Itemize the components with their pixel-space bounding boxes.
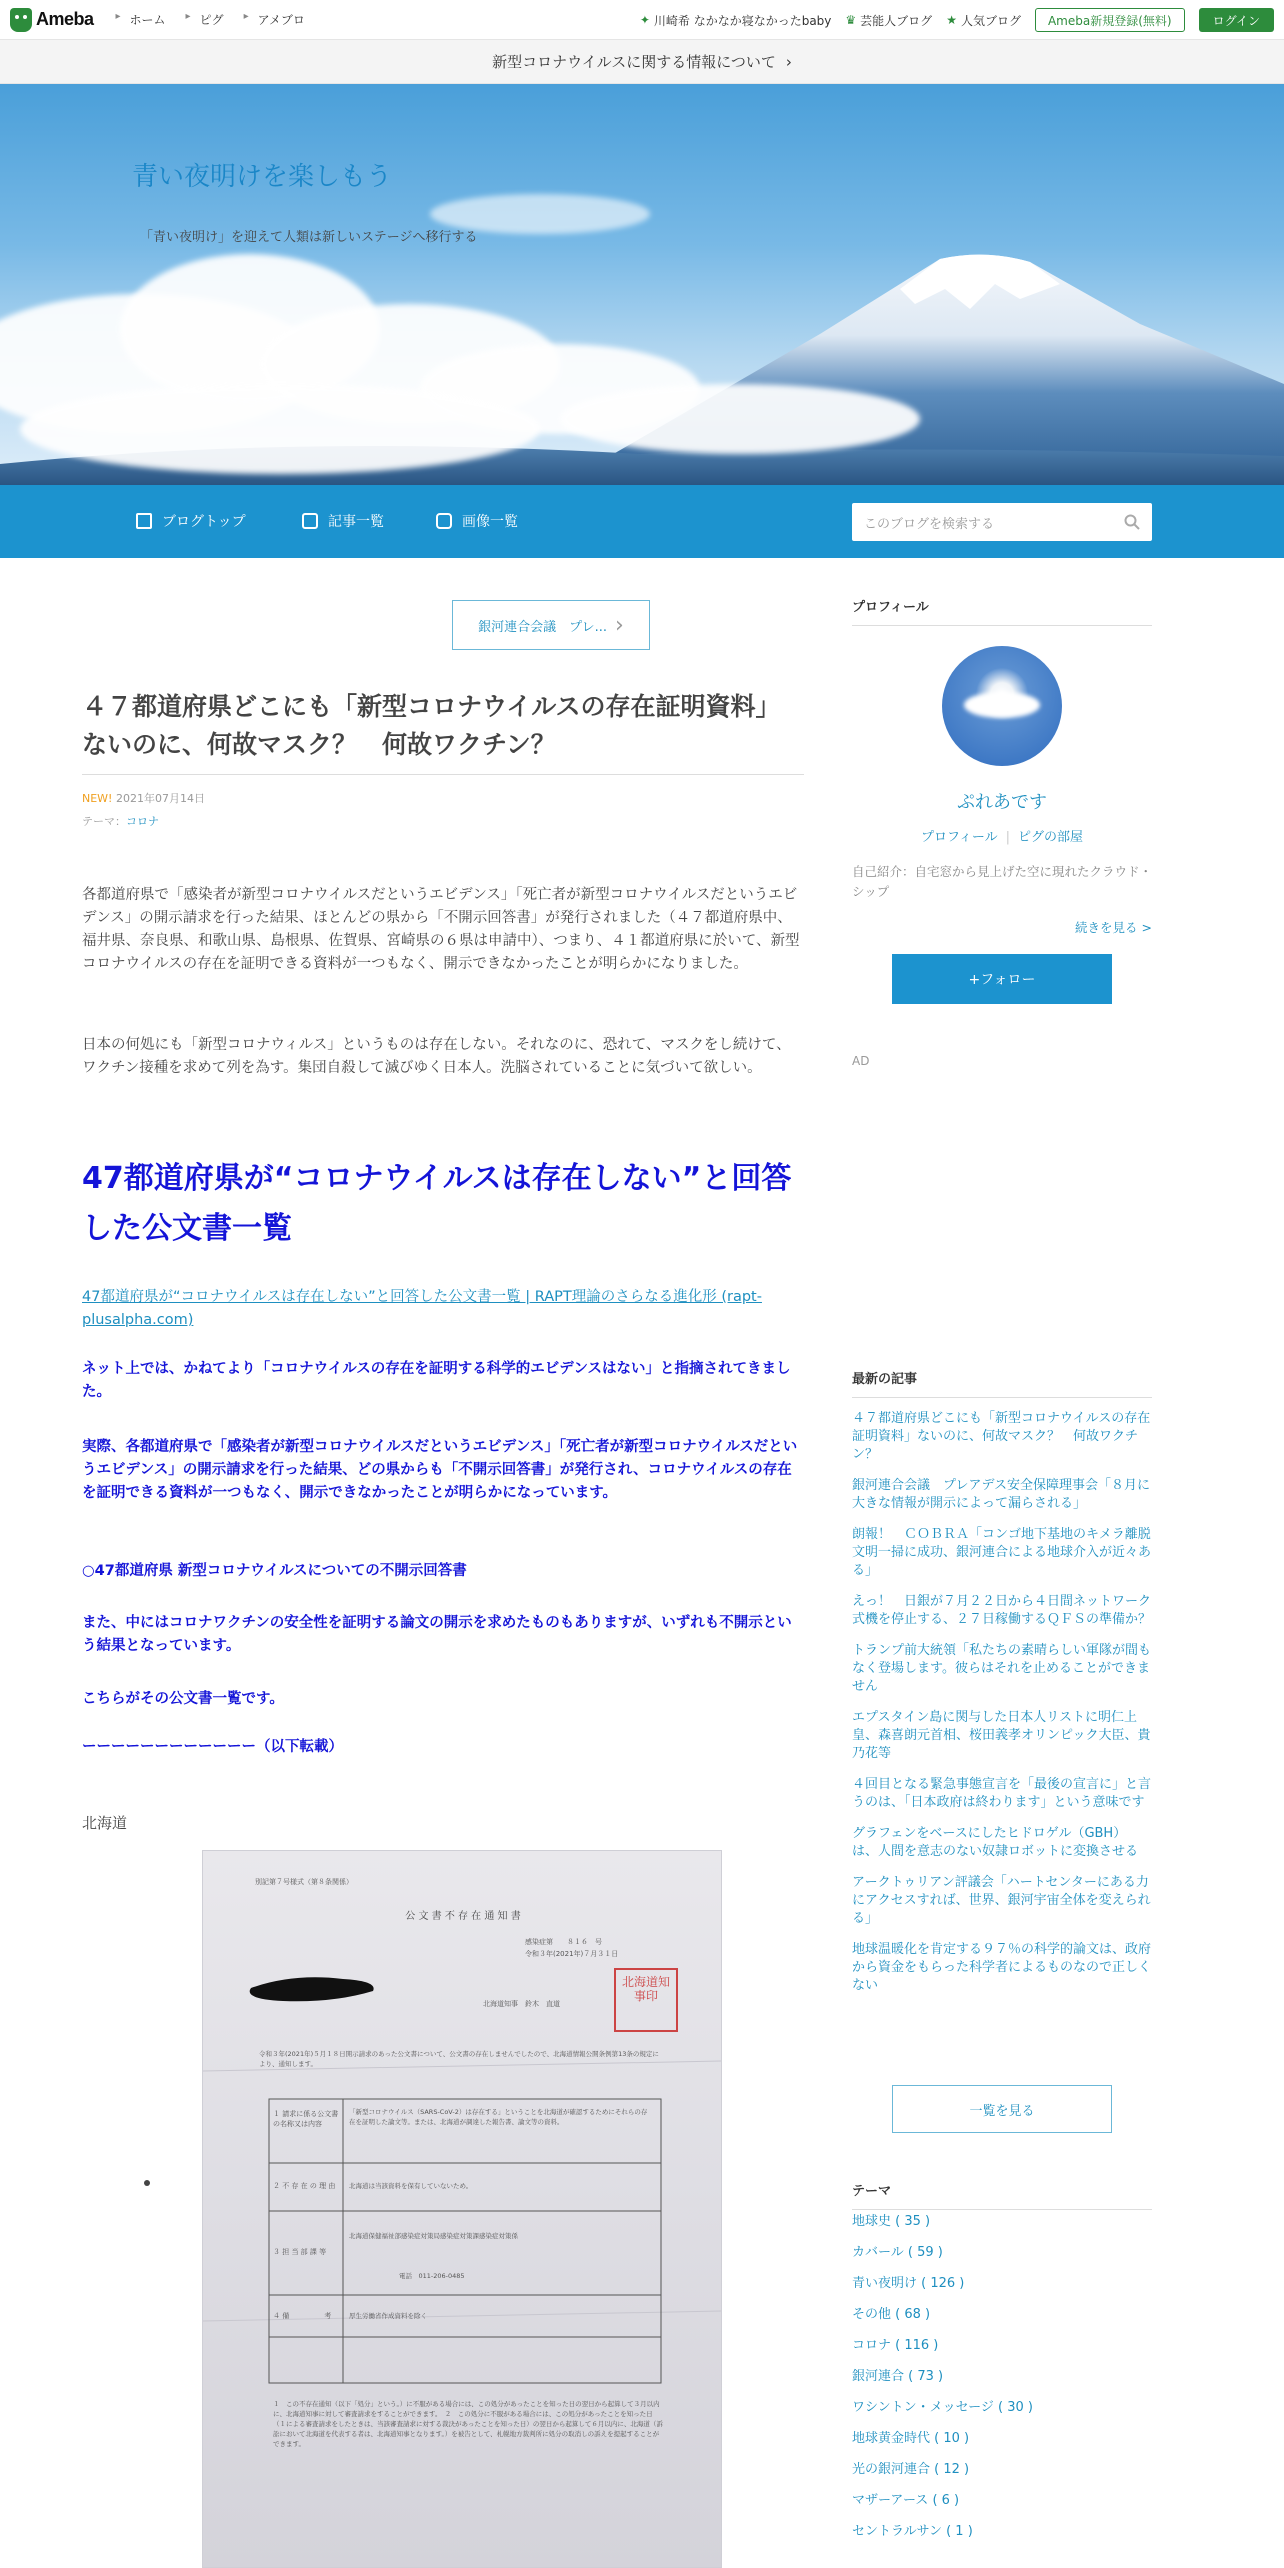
- copy-icon: [302, 513, 318, 529]
- nav-blog-top[interactable]: [136, 511, 246, 531]
- chevron-right-icon: ›: [615, 612, 624, 638]
- section-heading: 47都道府県が“コロナウイルスは存在しない”と回答した公文書一覧: [82, 1161, 792, 1246]
- celebrity-blog-label: 芸能人ブログ: [860, 13, 933, 28]
- document-icon: [136, 513, 152, 529]
- nav-image-list[interactable]: [436, 511, 518, 531]
- recent-entry[interactable]: 地球温暖化を肯定する９７％の科学的論文は、政府から資金をもらった科学者によるものなので正しくない: [852, 1942, 1152, 1993]
- blog-header-image: [0, 84, 1284, 485]
- list-bullet: [144, 2180, 150, 2186]
- previous-entry-label: 銀河連合会議 プレ...: [478, 619, 608, 635]
- trending-link-label: 川崎希 なかなか寝なかったbaby: [653, 13, 832, 28]
- bold-paragraph-6: ーーーーーーーーーーーー（以下転載）: [82, 1739, 343, 1755]
- theme-item[interactable]: 地球史 ( 35 ): [852, 2214, 931, 2229]
- notice-text: 新型コロナウイルスに関する情報について: [492, 53, 776, 71]
- recent-entry[interactable]: エプスタイン島に関与した日本人リストに明仁上皇、森喜朗元首相、桜田義孝オリンピック大臣、貴乃花等: [852, 1710, 1151, 1761]
- theme-item[interactable]: 光の銀河連合 ( 12 ): [852, 2462, 970, 2477]
- article-date: [82, 790, 205, 806]
- recent-entry[interactable]: 銀河連合会議 プレアデス安全保障理事会「８月に大きな情報が開示によって漏らされる」: [852, 1478, 1150, 1511]
- link-separator: |: [1005, 830, 1011, 845]
- article-theme: [82, 813, 159, 829]
- popular-blog-link[interactable]: [946, 12, 1021, 29]
- doc-intro: 令和３年(2021年)５月１８日開示請求のあった公文書について、公文書の存在しませんでしたので、北海道情報公開条例第13条の規定により、通知します。: [259, 2050, 659, 2068]
- article-paragraph-2: 日本の何処にも「新型コロナウィルス」というものは存在しない。それなのに、恐れて、マスクをし続けて、ワクチン接種を求めて列を為す。集団自殺して滅びゆく日本人。洗脳されていることに気づいて欲しい。: [82, 1037, 791, 1076]
- article-paragraph-1: 各都道府県で「感染者が新型コロナウイルスだというエビデンス」「死亡者が新型コロナウイルスだというエビデンス」の開示請求を行った結果、ほとんどの県から「不開示回答書」が発行されました（４７都道府県中、福井県、奈良県、和歌山県、島根県、佐賀県、宮崎県の６県は申請中）、つまり、４１都道府県に於いて、新型コロナウイルスの存在を証明できる資料が一つもなく、開示できなかったことが明らかになりました。: [82, 887, 800, 972]
- theme-item[interactable]: 青い夜明け ( 126 ): [852, 2276, 965, 2291]
- new-badge: NEW!: [82, 792, 113, 805]
- bold-paragraph-1: ネット上では、かねてより「コロナウイルスの存在を証明する科学的エビデンスはない」と指摘されてきました。: [82, 1361, 791, 1400]
- doc-form-label: 別記第７号様式（第８条関係）: [255, 1878, 353, 1886]
- follow-button[interactable]: +フォロー: [892, 954, 1112, 1004]
- recent-entries: [852, 1410, 1152, 2008]
- pigg-room-link[interactable]: ピグの部屋: [1018, 830, 1084, 845]
- profile-intro: 自己紹介：自宅窓から見上げた空に現れたクラウド・シップ: [852, 864, 1153, 899]
- global-nav: [112, 11, 321, 28]
- profile-heading: プロフィール: [852, 596, 1152, 626]
- article-title[interactable]: ４７都道府県どこにも「新型コロナウイルスの存在証明資料」ないのに、何故マスク？ 何故ワクチン？: [82, 688, 804, 775]
- recent-entry[interactable]: ４７都道府県どこにも「新型コロナウイルスの存在証明資料」ないのに、何故マスク？ 何故ワクチン？: [852, 1411, 1151, 1462]
- document-photo-drawing: [203, 1851, 722, 2568]
- blog-description: 「青い夜明け」を迎えて人類は新しいステージへ移行する: [140, 230, 478, 245]
- doc-issuer: 北海道知事 鈴木 直道: [483, 2000, 560, 2008]
- doc-row-1-value: 「新型コロナウイルス（SARS-CoV-2）は存在する」ということを北海道が確認するためにそれらの存在を証明した論文等。または、北海道が調達した報告書、論文等の資料。: [349, 2108, 648, 2126]
- search-placeholder: このブログを検索する: [864, 516, 995, 532]
- doc-notes: １ この不存在通知（以下「処分」という。）に不服がある場合には、この処分があったことを知った日の翌日から起算して３月以内に、北海道知事に対して審査請求をすることができます。 ２ この処分に不服がある場合には、この処分があったことを知った日（１による審査請求をしたときは、当該審査請求に対する裁決があったことを知った日）の翌日から起算して６月以内に、北海道（訴訟において北海道を代表する者は、北海道知事となります。）を被告として、札幌地方裁判所に処分の取消しの訴えを提起することができます。: [273, 2400, 663, 2448]
- recent-entry[interactable]: ４回目となる緊急事態宣言を「最後の宣言に」と言うのは、「日本政府は終わります」という意味です: [852, 1777, 1152, 1810]
- trending-link[interactable]: [640, 12, 832, 29]
- ameba-logo-text: Ameba: [36, 9, 94, 29]
- search-icon[interactable]: [1124, 514, 1140, 530]
- nav-entry-list[interactable]: [302, 511, 384, 531]
- doc-row-1-label: １ 請求に係る公文書の名称又は内容: [273, 2110, 339, 2128]
- crown-icon: ♛: [845, 13, 857, 27]
- bold-paragraph-5: こちらがその公文書一覧です。: [82, 1691, 284, 1707]
- doc-row-3-value: 北海道保健福祉部感染症対策局感染症対策課感染症対策係: [349, 2232, 518, 2240]
- theme-item[interactable]: マザーアース ( 6 ): [852, 2493, 960, 2508]
- doc-row-2-value: 北海道は当該資料を保有していないため。: [349, 2182, 473, 2190]
- theme-link[interactable]: コロナ: [126, 815, 159, 828]
- star-icon: ★: [946, 13, 957, 27]
- bold-paragraph-4: また、中にはコロナワクチンの安全性を証明する論文の開示を求めたものもありますが、いずれも不開示という結果となっています。: [82, 1615, 792, 1654]
- doc-date: 令和３年(2021年)７月３１日: [525, 1950, 619, 1958]
- nav-entry-list-label: 記事一覧: [328, 514, 384, 530]
- nav-image-list-label: 画像一覧: [462, 514, 518, 530]
- recent-entry[interactable]: 朗報！ ＣＯＢＲＡ「コンゴ地下基地のキメラ離脱文明一掃に成功、銀河連合による地球介入が近々ある」: [852, 1527, 1152, 1578]
- prefecture-label: 北海道: [82, 1814, 128, 1832]
- popular-blog-label: 人気ブログ: [960, 13, 1021, 28]
- theme-item[interactable]: 地球黄金時代 ( 10 ): [852, 2431, 970, 2446]
- avatar[interactable]: [942, 646, 1062, 766]
- theme-item[interactable]: その他 ( 68 ): [852, 2307, 931, 2322]
- source-link[interactable]: 47都道府県が“コロナウイルスは存在しない”と回答した公文書一覧 | RAPT理論のさらなる進化形 (rapt-plusalpha.com): [82, 1289, 762, 1328]
- sparkle-icon: ✦: [639, 13, 650, 27]
- theme-item[interactable]: ワシントン・メッセージ ( 30 ): [852, 2400, 1033, 2415]
- blog-search-input[interactable]: [852, 503, 1152, 541]
- redacted-name: [250, 1977, 374, 2001]
- login-button[interactable]: ログイン: [1199, 8, 1274, 32]
- recent-entry[interactable]: グラフェンをベースにしたヒドロゲル（GBH）は、人間を意志のない奴隷ロボットに変換させる: [852, 1826, 1139, 1859]
- ameba-logo[interactable]: [10, 8, 94, 32]
- doc-row-3-label: ３ 担 当 部 課 等: [273, 2248, 327, 2256]
- nav-blog-top-label: ブログトップ: [162, 514, 246, 530]
- recent-entry[interactable]: アークトゥリアン評議会「ハートセンターにある力にアクセスすれば、世界、銀河宇宙全体を変えられる」: [852, 1875, 1151, 1926]
- recent-entry[interactable]: トランプ前大統領「私たちの素晴らしい軍隊が間もなく登場します。彼らはそれを止めることができません: [852, 1643, 1152, 1694]
- previous-entry-button[interactable]: [452, 600, 650, 650]
- view-all-button[interactable]: 一覧を見る: [892, 2085, 1112, 2133]
- seal-text: 北海道知事印: [621, 1975, 670, 2003]
- avatar-cloud: [964, 692, 1040, 718]
- theme-heading: テーマ: [852, 2180, 1152, 2210]
- ad-label: AD: [852, 1054, 870, 1068]
- document-photo[interactable]: [202, 1850, 722, 2568]
- bold-paragraph-2: 実際、各都道府県で「感染者が新型コロナウイルスだというエビデンス」「死亡者が新型コロナウイルスだというエビデンス」の開示請求を行った結果、どの県からも「不開示回答書」が発行され、コロナウイルスの存在を証明できる資料が一つもなく、開示できなかったことが明らかになっています。: [82, 1439, 798, 1501]
- profile-name[interactable]: ぷれあです: [957, 792, 1047, 813]
- register-button[interactable]: Ameba新規登録(無料): [1035, 8, 1185, 32]
- recent-entry[interactable]: えっ！ 日銀が７月２２日から４日間ネットワーク式機を停止する、２７日稼働するＱＦＳの準備か？: [852, 1594, 1152, 1627]
- chevron-right-icon: ›: [785, 52, 792, 71]
- profile-links: [852, 826, 1152, 845]
- blog-nav: [0, 485, 1284, 558]
- doc-row-2-label: ２ 不 存 在 の 理 由: [273, 2182, 336, 2190]
- theme-list: [852, 2206, 1152, 2547]
- nav-home[interactable]: ▸ ホーム: [112, 11, 182, 28]
- header-right: [640, 8, 1274, 32]
- theme-label: テーマ：: [82, 815, 126, 828]
- celebrity-blog-link[interactable]: [845, 12, 932, 29]
- bold-paragraph-3: ○47都道府県 新型コロナウイルスについての不開示回答書: [82, 1563, 467, 1579]
- theme-item[interactable]: 銀河連合 ( 73 ): [852, 2369, 944, 2384]
- profile-link[interactable]: プロフィール: [920, 830, 998, 845]
- theme-item[interactable]: コロナ ( 116 ): [852, 2338, 939, 2353]
- doc-row-4-value: 電話 011-206-0485: [399, 2272, 465, 2280]
- doc-title: 公 文 書 不 存 在 通 知 書: [405, 1911, 521, 1922]
- recent-heading: 最新の記事: [852, 1368, 1152, 1398]
- theme-item[interactable]: セントラルサン ( 1 ): [852, 2524, 973, 2539]
- nav-ameblo[interactable]: ▸ アメブロ: [240, 11, 321, 28]
- article-date-text: 2021年07月14日: [115, 792, 205, 805]
- nav-pigg[interactable]: ▸ ピグ: [182, 11, 240, 28]
- theme-item[interactable]: カバール ( 59 ): [852, 2245, 943, 2260]
- doc-row-5-label: ４ 備 考: [273, 2312, 332, 2320]
- global-header: [0, 0, 1284, 40]
- blog-title[interactable]: 青い夜明けを楽しもう: [132, 162, 393, 192]
- doc-number: 感染症第 ８１６ 号: [525, 1938, 602, 1946]
- camera-icon: [436, 513, 452, 529]
- covid-notice-link[interactable]: [0, 40, 1284, 84]
- doc-row-5-value: 厚生労働省作成資料を除く: [349, 2312, 427, 2320]
- ameba-logo-icon: [10, 8, 32, 32]
- read-more-link[interactable]: 続きを見る >: [1075, 920, 1152, 935]
